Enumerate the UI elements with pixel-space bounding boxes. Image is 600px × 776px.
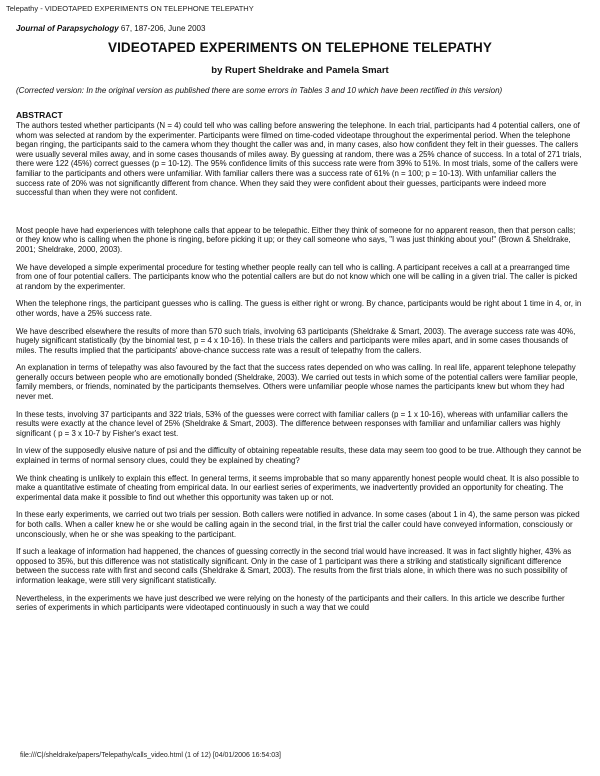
body-paragraph: Most people have had experiences with telephone calls that appear to be telepathic. Either they think of someone for no apparent reason, then that person calls; or they know who is calling when the phone is ringing, before picking it up; or they call someone who says, "I was just thinking about you!" (Brown & Sheldrake, 2001; Sheldrake, 2000, 2003). [16, 225, 576, 254]
journal-details: 67, 187-206, June 2003 [118, 24, 206, 33]
body-paragraph: We have described elsewhere the results of more than 570 such trials, involving 63 participants (Sheldrake & Smart, 2003). The average success rate was 40%, hugely significant statistically (by the binomial test, p = 4 x 10-16). In these trials the callers and participants were miles apart, and in some cases thousands of miles. The results implied that the participants' above-chance success rate was a result of telepathy from the callers. [16, 326, 576, 355]
journal-name: Journal of Parapsychology [16, 24, 119, 33]
body-paragraph: Nevertheless, in the experiments we have just described we were relying on the honesty of the participants and their callers. In this article we describe further series of experiments in which participants were videotaped continuously in such a way that we could [16, 593, 565, 613]
document-body [16, 24, 584, 621]
page-title: VIDEOTAPED EXPERIMENTS ON TELEPHONE TELEPATHY [107, 40, 493, 55]
journal-citation [16, 24, 584, 33]
body-paragraph: In these tests, involving 37 participants and 322 trials, 53% of the guesses were correct with familiar callers (p = 1 x 10-16), whereas with unfamiliar callers the results were exactly at the chance level of 25% (Sheldrake & Smart, 2003). The difference between responses with familiar and unfamiliar callers was highly significant ( p = 3 x 10-7 by Fisher's exact test. [16, 409, 568, 438]
file-path-footer: file:///C|/sheldrake/papers/Telepathy/calls_video.html (1 of 12) [04/01/2006 16:54:03] [20, 752, 281, 759]
abstract-heading: ABSTRACT [16, 110, 63, 120]
body-paragraph: If such a leakage of information had happened, the chances of guessing correctly in the second trial would have increased. It was in fact slightly higher, 43% as opposed to 35%, but this difference was not statistically significant. Only in the case of 1 participant was there a striking and statistically significant difference between the success rate with first and second calls (Sheldrake & Smart, 2003). The results from the first trials alone, in which there was no such possibility of information leakage, were still very significant statistically. [16, 547, 572, 585]
body-paragraph: An explanation in terms of telepathy was also favoured by the fact that the success rates depended on who was calling. In real life, apparent telephone telepathy generally occurs between people who are emotionally bonded (Sheldrake, 2003). We carried out tests in which some of the potential callers were familiar people, family members, or friends, nominated by the participants themselves. Others were unfamiliar people whose names the participants knew but whom they had never met. [16, 363, 578, 402]
body-paragraph: In these early experiments, we carried out two trials per session. Both callers were notified in advance. In some cases (about 1 in 4), the same person was picked for both calls. When a caller knew he or she would be calling again in the second trial, in the first trial the caller could have conveyed information, consciously or unconsciously, when he or she was speaking to the participant. [16, 510, 580, 539]
body-paragraph: We have developed a simple experimental procedure for testing whether people really can tell who is calling. A participant receives a call at a prearranged time from one of four potential callers. The participants know who the potential callers are but do not know which one will be calling in a given trial. The caller is picked at random by the experimenter. [16, 262, 578, 291]
body-paragraph: When the telephone rings, the participant guesses who is calling. The guess is either right or wrong. By chance, participants would be right about 1 time in 4, or, in other words, have a 25% success rate. [16, 299, 582, 318]
window-title: Telepathy - VIDEOTAPED EXPERIMENTS ON TELEPHONE TELEPATHY [6, 4, 254, 13]
abstract-text: The authors tested whether participants (N = 4) could tell who was calling before answering the telephone. In each trial, participants had 4 potential callers, one of whom was selected at random by the experimenter. Participants were filmed on time-coded videotape throughout the experimental period. When the telephone began ringing, the participants said to the camera whom they thought the caller was and, in many cases, also how confident they felt in their guesses. The callers were usually several miles away, and in some cases thousands of miles away. By guessing at random, there was a 25% chance of success. In a total of 271 trials, there were 122 (45%) correct guesses (p = 10-12). The 95% confidence limits of this success rate were from 39% to 51%. In most trials, some of the callers were familiar to the participants and others were unfamiliar. With familiar callers there was a success rate of 61% (n = 100; p = 10-13). With unfamiliar callers the success rate of 20% was not significantly different from chance. When they said they were confident about their guesses, participants were indeed more successful than when they were not confident. [16, 121, 582, 198]
body-paragraph: In view of the supposedly elusive nature of psi and the difficulty of obtaining repeatable results, these data may seem too good to be true. Although they cannot be explained in terms of normal sensory clues, could they be explained by cheating? [16, 446, 582, 466]
correction-note: (Corrected version: In the original version as published there are some errors in Tables 3 and 10 which have been rectified in this version) [16, 86, 503, 95]
authors: by Rupert Sheldrake and Pamela Smart [211, 65, 389, 76]
body-paragraph: We think cheating is unlikely to explain this effect. In general terms, it seems improbable that so many apparently honest people would cheat. It is also possible to make a quantitative estimate of cheating from empirical data. In our earliest series of experiments, we inadvertently provided an opportunity for cheating. The experimental data make it possible to find out whether this opportunity was taken up or not. [16, 473, 579, 502]
